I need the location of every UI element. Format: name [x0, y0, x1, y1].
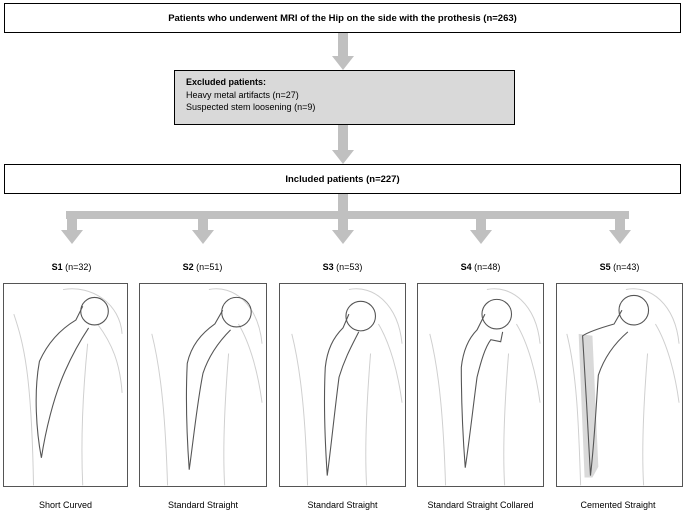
- hip-prosthesis-image-s5: [557, 284, 682, 486]
- included-patients-box: [4, 164, 681, 194]
- hip-prosthesis-image-s3: [280, 284, 405, 486]
- excluded-item-stem-loosening: Suspected stem loosening (n=9): [186, 102, 316, 112]
- group-id-s5: S5: [599, 262, 611, 272]
- group-count-s2: (n=51): [196, 262, 223, 272]
- xray-panel-s5: [556, 283, 683, 487]
- group-label-s1: [8, 262, 135, 272]
- group-label-s5: [556, 262, 683, 272]
- group-id-s3: S3: [322, 262, 334, 272]
- caption-s3: Standard Straight: [307, 500, 378, 510]
- excluded-patients-box: [174, 70, 515, 125]
- source-population-text: Patients who underwent MRI of the Hip on the side with the prothesis (n=263): [168, 12, 517, 24]
- group-count-s4: (n=48): [474, 262, 501, 272]
- group-count-s5: (n=43): [613, 262, 640, 272]
- excluded-heading: Excluded patients:: [186, 77, 267, 87]
- caption-s1: Short Curved: [38, 500, 93, 510]
- group-count-s3: (n=53): [336, 262, 363, 272]
- group-label-s2: [139, 262, 266, 272]
- xray-panel-s3: [279, 283, 406, 487]
- group-id-s2: S2: [182, 262, 194, 272]
- caption-s2: Standard Straight: [167, 500, 239, 510]
- source-population-box: [4, 3, 681, 33]
- group-id-s1: S1: [51, 262, 63, 272]
- group-id-s4: S4: [460, 262, 472, 272]
- xray-panel-s2: [139, 283, 267, 487]
- group-label-s4: [417, 262, 544, 272]
- hip-prosthesis-image-s1: [4, 284, 127, 486]
- group-label-s3: [279, 262, 406, 272]
- xray-panel-s4: [417, 283, 544, 487]
- hip-prosthesis-image-s4: [418, 284, 543, 486]
- hip-prosthesis-image-s2: [140, 284, 266, 486]
- xray-panel-s1: [3, 283, 128, 487]
- included-patients-text: Included patients (n=227): [285, 173, 400, 185]
- caption-s4: Standard Straight Collared: [427, 500, 534, 510]
- group-count-s1: (n=32): [65, 262, 92, 272]
- caption-s5: Cemented Straight: [580, 500, 656, 510]
- excluded-item-metal-artifacts: Heavy metal artifacts (n=27): [186, 89, 299, 100]
